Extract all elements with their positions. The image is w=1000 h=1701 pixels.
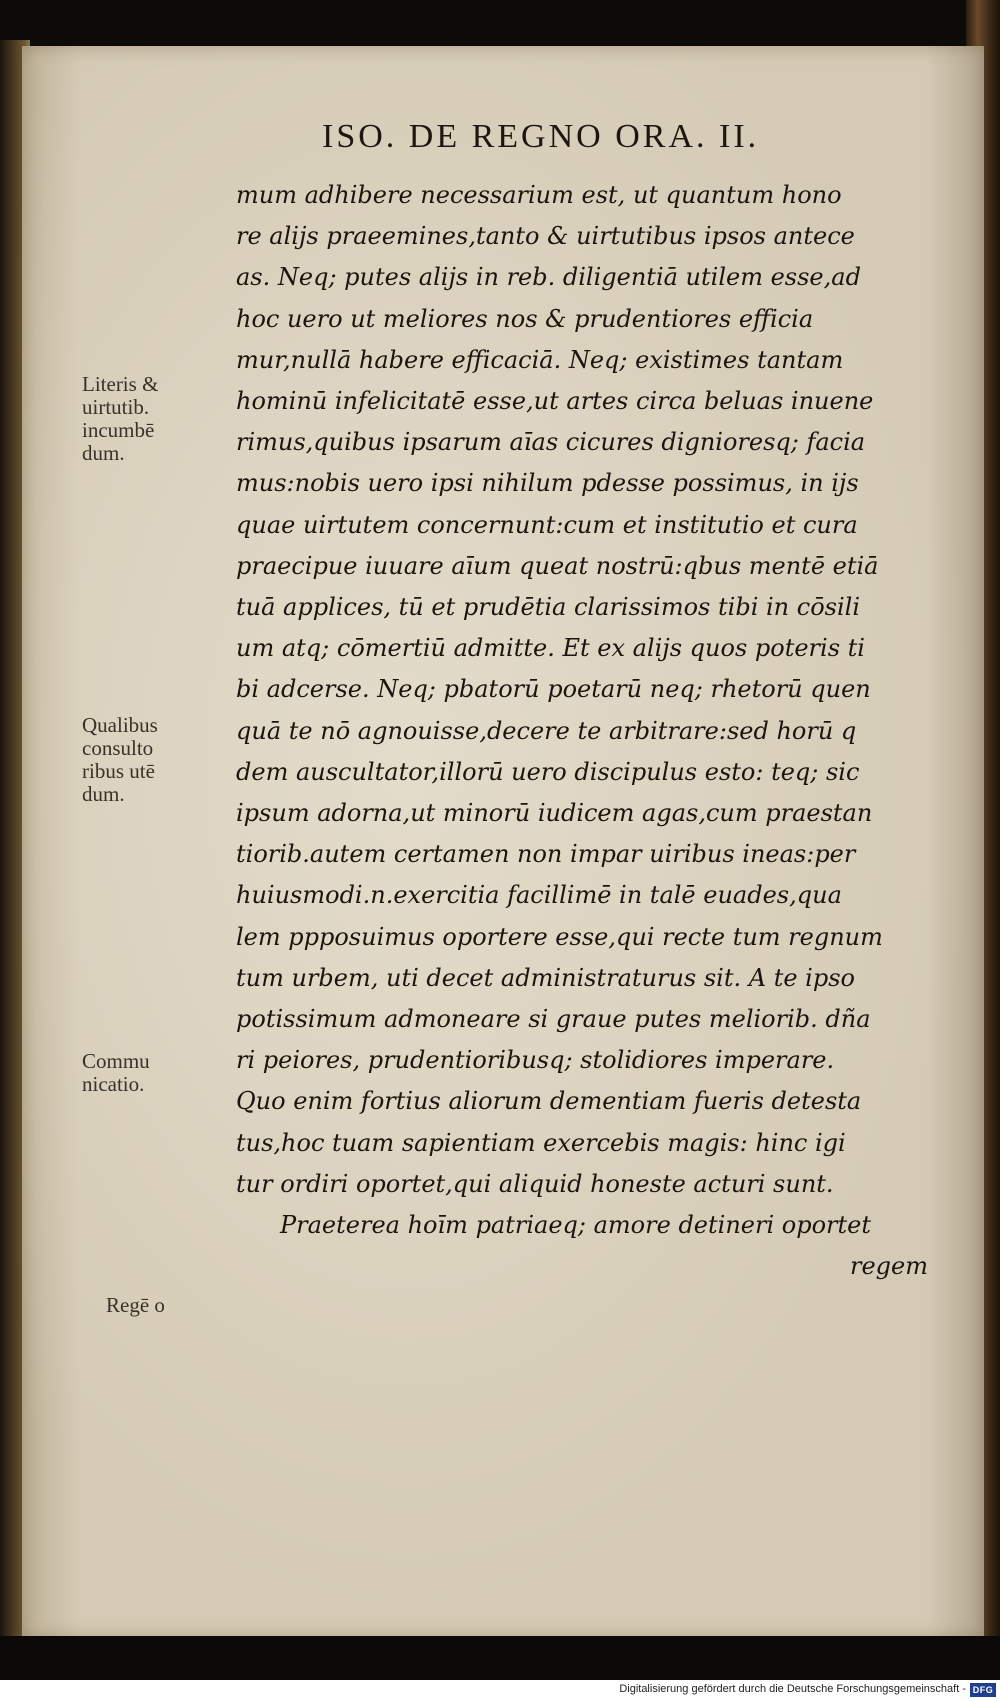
margin-note-line: Qualibus bbox=[82, 713, 158, 737]
dfg-logo: DFG bbox=[970, 1683, 996, 1697]
margin-note-line: dum. bbox=[82, 782, 125, 806]
text-line: regem bbox=[850, 1252, 928, 1281]
text-line: bi adcerse. Neq; pbatorū poetarū neq; rhetorū quen bbox=[236, 675, 871, 704]
text-line: hominū infelicitatē esse,ut artes circa beluas inuene bbox=[236, 387, 874, 416]
running-head: ISO. DE REGNO ORA. II. bbox=[322, 118, 760, 155]
margin-note-line: incumbē bbox=[82, 418, 155, 442]
margin-note-line: Commu bbox=[82, 1049, 150, 1073]
margin-note-regem bbox=[106, 1294, 165, 1317]
text-line: tur ordiri oportet,qui aliquid honeste acturi sunt. bbox=[236, 1169, 834, 1198]
margin-note-literis bbox=[82, 373, 158, 465]
text-line: mur,nullā habere efficaciā. Neq; existimes tantam bbox=[236, 345, 844, 374]
text-line: ipsum adorna,ut minorū iudicem agas,cum praestan bbox=[236, 799, 873, 828]
margin-note-communicatio bbox=[82, 1050, 150, 1096]
text-line: dem auscultator,illorū uero discipulus esto: teq; sic bbox=[236, 757, 860, 786]
text-line: ri peiores, prudentioribusq; stolidiores imperare. bbox=[236, 1046, 835, 1075]
text-line: mus:nobis uero ipsi nihilum pdesse possimus, in ijs bbox=[236, 469, 859, 498]
text-line: tum urbem, uti decet administraturus sit. A te ipso bbox=[236, 963, 855, 992]
text-line: re alijs praeemines,tanto & uirtutibus ipsos antece bbox=[236, 222, 855, 251]
text-line: huiusmodi.n.exercitia facillimē in talē euades,qua bbox=[236, 881, 842, 910]
text-line: tuā applices, tū et prudētia clarissimos tibi in cōsili bbox=[236, 593, 860, 622]
margin-note-qualibus bbox=[82, 714, 158, 806]
text-line: quā te nō agnouisse,decere te arbitrare:sed horū q bbox=[236, 716, 857, 745]
footer-credit: Digitalisierung gefördert durch die Deutsche Forschungsgemeinschaft - bbox=[619, 1683, 966, 1695]
margin-note-line: Literis & bbox=[82, 372, 159, 396]
digitization-footer bbox=[0, 1680, 1000, 1701]
text-line: praecipue iuuare aīum queat nostrū:qbus mentē etiā bbox=[236, 551, 879, 580]
margin-note-line: uirtutib. bbox=[82, 395, 150, 419]
text-line: as. Neq; putes alijs in reb. diligentiā utilem esse,ad bbox=[236, 263, 861, 292]
text-line: hoc uero ut meliores nos & prudentiores efficia bbox=[236, 304, 814, 333]
text-line: Praeterea hoīm patriaeq; amore detineri oportet bbox=[280, 1211, 871, 1240]
bottom-dark-border bbox=[0, 1636, 1000, 1680]
text-line: lem ppposuimus oportere esse,qui recte tum regnum bbox=[236, 922, 883, 951]
body-text bbox=[236, 175, 936, 1287]
text-line: rimus,quibus ipsarum aīas cicures dignioresq; facia bbox=[236, 428, 866, 457]
margin-note-line: nicatio. bbox=[82, 1072, 145, 1096]
text-line: tus,hoc tuam sapientiam exercebis magis: hinc igi bbox=[236, 1128, 846, 1157]
margin-note-line: Regē o bbox=[106, 1293, 165, 1317]
margin-note-line: ribus utē bbox=[82, 759, 155, 783]
text-line: um atq; cōmertiū admitte. Et ex alijs quos poteris ti bbox=[236, 634, 865, 663]
text-line: Quo enim fortius aliorum dementiam fueris detesta bbox=[236, 1087, 862, 1116]
text-line: quae uirtutem concernunt:cum et institutio et cura bbox=[236, 510, 858, 539]
margin-note-line: dum. bbox=[82, 441, 125, 465]
text-line: mum adhibere necessarium est, ut quantum hono bbox=[236, 181, 842, 209]
text-line: tiorib.autem certamen non impar uiribus ineas:per bbox=[236, 840, 856, 869]
top-dark-border bbox=[0, 0, 1000, 48]
margin-note-line: consulto bbox=[82, 736, 154, 760]
text-line: potissimum admoneare si graue putes meliorib. dña bbox=[236, 1005, 871, 1034]
